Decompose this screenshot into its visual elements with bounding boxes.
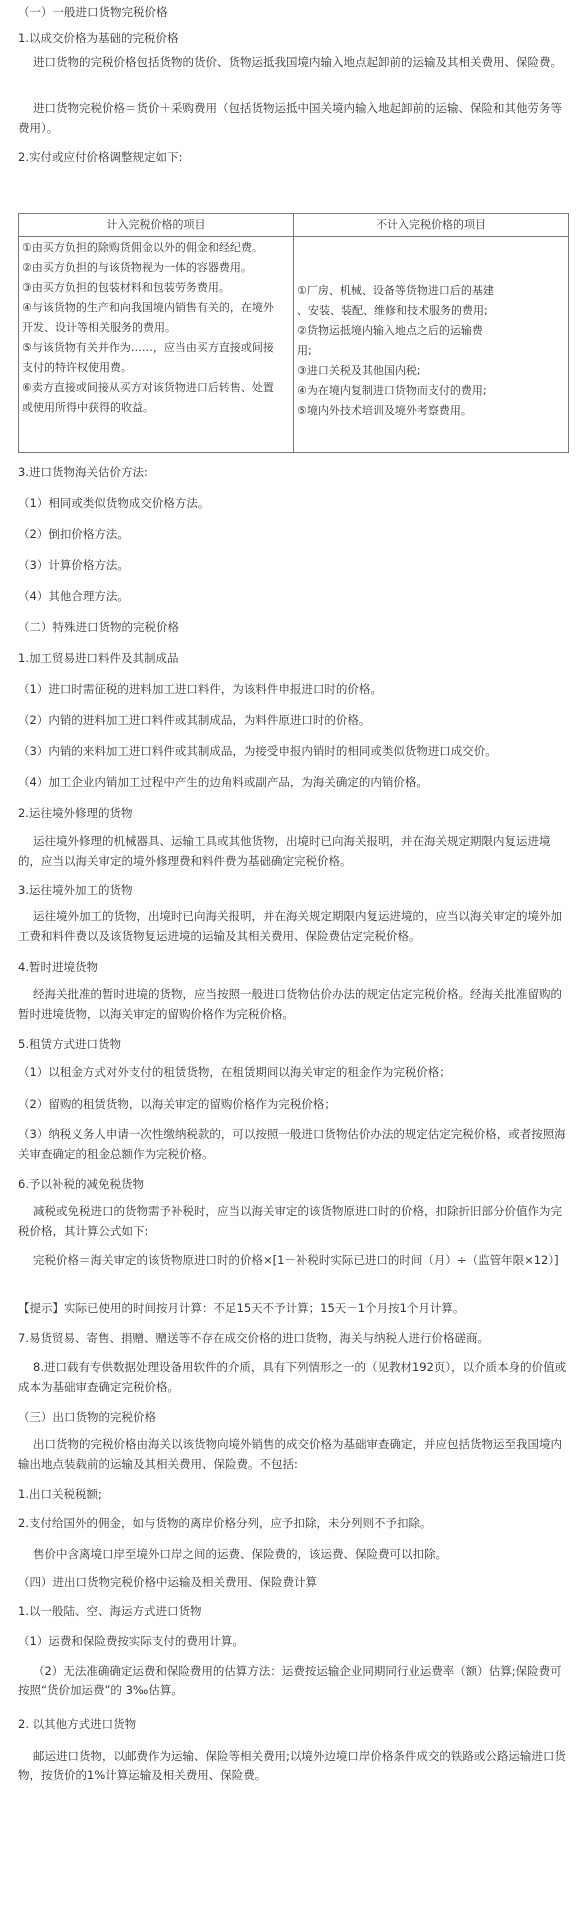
included-item: ⑥卖方直接或间接从买方对该货物进口后转售、处置 <box>22 381 274 394</box>
paragraph-processing-abroad: 运往境外加工的货物，出境时已向海关报明，并在海关规定期限内复运进境的，应当以海关审定的境外加工费和料件费以及该货物复运进境的运输及其相关费用、保险费估定完税价格。 <box>18 909 562 943</box>
subheading-repair-abroad: 2.运往境外修理的货物 <box>18 806 133 820</box>
included-items-cell <box>19 237 294 453</box>
subheading-temporary-import: 4.暂时进境货物 <box>18 960 98 974</box>
export-exclusion-item: 2.支付给国外的佣金，如与货物的离岸价格分列，应予扣除，未分列则不予扣除。 <box>18 1516 432 1530</box>
included-item: ②由买方负担的与该货物视为一体的容器费用。 <box>22 261 252 274</box>
excluded-item: ④为在境内复制进口货物而支付的费用; <box>297 384 487 397</box>
excluded-item: ⑤境内外技术培训及境外考察费用。 <box>297 404 472 417</box>
export-exclusion-item: 1.出口关税税额; <box>18 1487 102 1501</box>
processing-trade-item: （2）内销的进料加工进口料件或其制成品，为料件原进口时的价格。 <box>18 713 371 727</box>
section-heading-freight-insurance: （四）进出口货物完税价格中运输及相关费用、保险费计算 <box>18 1575 317 1589</box>
excluded-item: ①厂房、机械、设备等货物进口后的基建 <box>297 284 494 297</box>
leasing-item: （1）以租金方式对外支付的租赁货物，在租赁期间以海关审定的租金作为完税价格； <box>18 1065 451 1079</box>
tip-label: 【提示】 <box>18 1301 64 1315</box>
included-item: ③由买方负担的包装材料和包装劳务费用。 <box>22 281 230 294</box>
included-item: 开发、设计等相关服务的费用。 <box>22 321 176 334</box>
paragraph-barter-trade: 7.易货贸易、寄售、捐赠、赠送等不存在成交价格的进口货物，海关与纳税人进行价格磋商。 <box>18 1331 489 1345</box>
subheading-valuation-methods: 3.进口货物海关估价方法: <box>18 465 148 479</box>
paragraph-dutiable-value-formula: 进口货物完税价格＝货价＋采购费用（包括货物运抵中国关境内输入地起卸前的运输、保险和其他劳务等费用）。 <box>18 101 562 135</box>
processing-trade-item: （4）加工企业内销加工过程中产生的边角料或副产品，为海关确定的内销价格。 <box>18 775 428 789</box>
subheading-leasing-import: 5.租赁方式进口货物 <box>18 1037 121 1051</box>
table-header-included: 计入完税价格的项目 <box>19 214 294 237</box>
processing-trade-item: （3）内销的来料加工进口料件或其制成品，为接受申报内销时的相同或类似货物进口成交价。 <box>18 744 497 758</box>
processing-trade-item: （1）进口时需征税的进料加工进口料件，为该料件申报进口时的价格。 <box>18 682 382 696</box>
subheading-processing-trade: 1.加工贸易进口料件及其制成品 <box>18 651 179 665</box>
excluded-item: ③进口关税及其他国内税; <box>297 364 421 377</box>
included-item: ④与该货物的生产和向我国境内销售有关的，在境外 <box>22 301 274 314</box>
section-heading-general-import: （一）一般进口货物完税价格 <box>18 5 168 19</box>
excluded-item: 用; <box>297 344 312 357</box>
tip-text: 实际已使用的时间按月计算：不足15天不予计算；15天－1个月按1个月计算。 <box>64 1301 465 1315</box>
excluded-item: 、安装、装配、维修和技术服务的费用; <box>297 304 488 317</box>
subheading-price-adjustment: 2.实付或应付价格调整规定如下: <box>18 150 183 164</box>
included-item: 支付的特许权使用费。 <box>22 361 132 374</box>
subheading-processing-abroad: 3.运往境外加工的货物 <box>18 883 133 897</box>
excluded-item: ②货物运抵境内输入地点之后的运输费 <box>297 324 483 337</box>
subheading-transaction-value: 1.以成交价格为基础的完税价格 <box>18 31 179 45</box>
paragraph-tax-supplement: 减税或免税进口的货物需予补税时，应当以海关审定的该货物原进口时的价格，扣除折旧部分价值作为完税价格，其计算公式如下: <box>18 1204 562 1238</box>
paragraph-export-value: 出口货物的完税价格由海关以该货物向境外销售的成交价格为基础审查确定，并应包括货物运至我国境内输出地点装载前的运输及其相关费用、保险费。不包括: <box>18 1437 562 1471</box>
tip-note <box>18 1298 573 1318</box>
freight-item: （2）无法准确确定运费和保险费用的估算方法：运费按运输企业同期同行业运费率（额）估算;保险费可按照“货价加运费”的 3‰估算。 <box>18 1664 562 1697</box>
subheading-other-transport: 2. 以其他方式进口货物 <box>18 1717 137 1731</box>
paragraph-other-transport: 邮运进口货物，以邮费作为运输、保险等相关费用;以境外边境口岸价格条件成交的铁路或公路运输进口货物，按货价的1%计算运输及相关费用、保险费。 <box>18 1749 566 1782</box>
paragraph-dutiable-value-scope: 进口货物的完税价格包括货物的货价、货物运抵我国境内输入地点起卸前的运输及其相关费用、保险费。 <box>33 55 562 69</box>
leasing-item: （2）留购的租赁货物，以海关审定的留购价格作为完税价格； <box>18 1097 336 1111</box>
subheading-tax-supplement: 6.予以补税的减免税货物 <box>18 1177 144 1191</box>
paragraph-repair-abroad: 运往境外修理的机械器具、运输工具或其他货物，出境时已向海关报明，并在海关规定期限内复运进境的，应当以海关审定的境外修理费和料件费为基础确定完税价格。 <box>18 834 551 868</box>
valuation-method-item: （2）倒扣价格方法。 <box>18 527 129 541</box>
excluded-items-cell <box>294 237 569 453</box>
freight-item: （1）运费和保险费按实际支付的费用计算。 <box>18 1634 244 1648</box>
included-item: ①由买方负担的除购货佣金以外的佣金和经纪费。 <box>22 241 263 254</box>
table-header-excluded: 不计入完税价格的项目 <box>294 214 569 237</box>
included-item: ⑤与该货物有关并作为……，应当由买方直接或间接 <box>22 341 274 354</box>
formula-tax-supplement: 完税价格＝海关审定的该货物原进口时的价格×[1－补税时实际已进口的时间（月）÷（监管年限×12）] <box>33 1253 559 1267</box>
leasing-item: （3）纳税义务人申请一次性缴纳税款的，可以按照一般进口货物估价办法的规定估定完税价格，或者按照海关审查确定的租金总额作为完税价格。 <box>18 1127 566 1161</box>
included-item: 或使用所得中获得的收益。 <box>22 401 154 414</box>
section-heading-export: （三）出口货物的完税价格 <box>18 1410 156 1424</box>
valuation-method-item: （3）计算价格方法。 <box>18 558 129 572</box>
section-heading-special-import: （二）特殊进口货物的完税价格 <box>18 620 179 634</box>
valuation-method-item: （4）其他合理方法。 <box>18 589 129 603</box>
paragraph-temporary-import: 经海关批准的暂时进境的货物，应当按照一般进口货物估价办法的规定估定完税价格。经海关批准留购的暂时进境货物，以海关审定的留购价格作为完税价格。 <box>18 987 562 1021</box>
paragraph-software-media: 8.进口载有专供数据处理设备用软件的介质，具有下列情形之一的（见教材192页），以介质本身的价值或成本为基础审查确定完税价格。 <box>18 1360 567 1394</box>
subheading-general-transport: 1.以一般陆、空、海运方式进口货物 <box>18 1604 202 1618</box>
valuation-method-item: （1）相同或类似货物成交价格方法。 <box>18 496 210 510</box>
paragraph-export-freight: 售价中含离境口岸至境外口岸之间的运费、保险费的，该运费、保险费可以扣除。 <box>33 1547 447 1561</box>
price-adjustment-table <box>18 213 569 453</box>
